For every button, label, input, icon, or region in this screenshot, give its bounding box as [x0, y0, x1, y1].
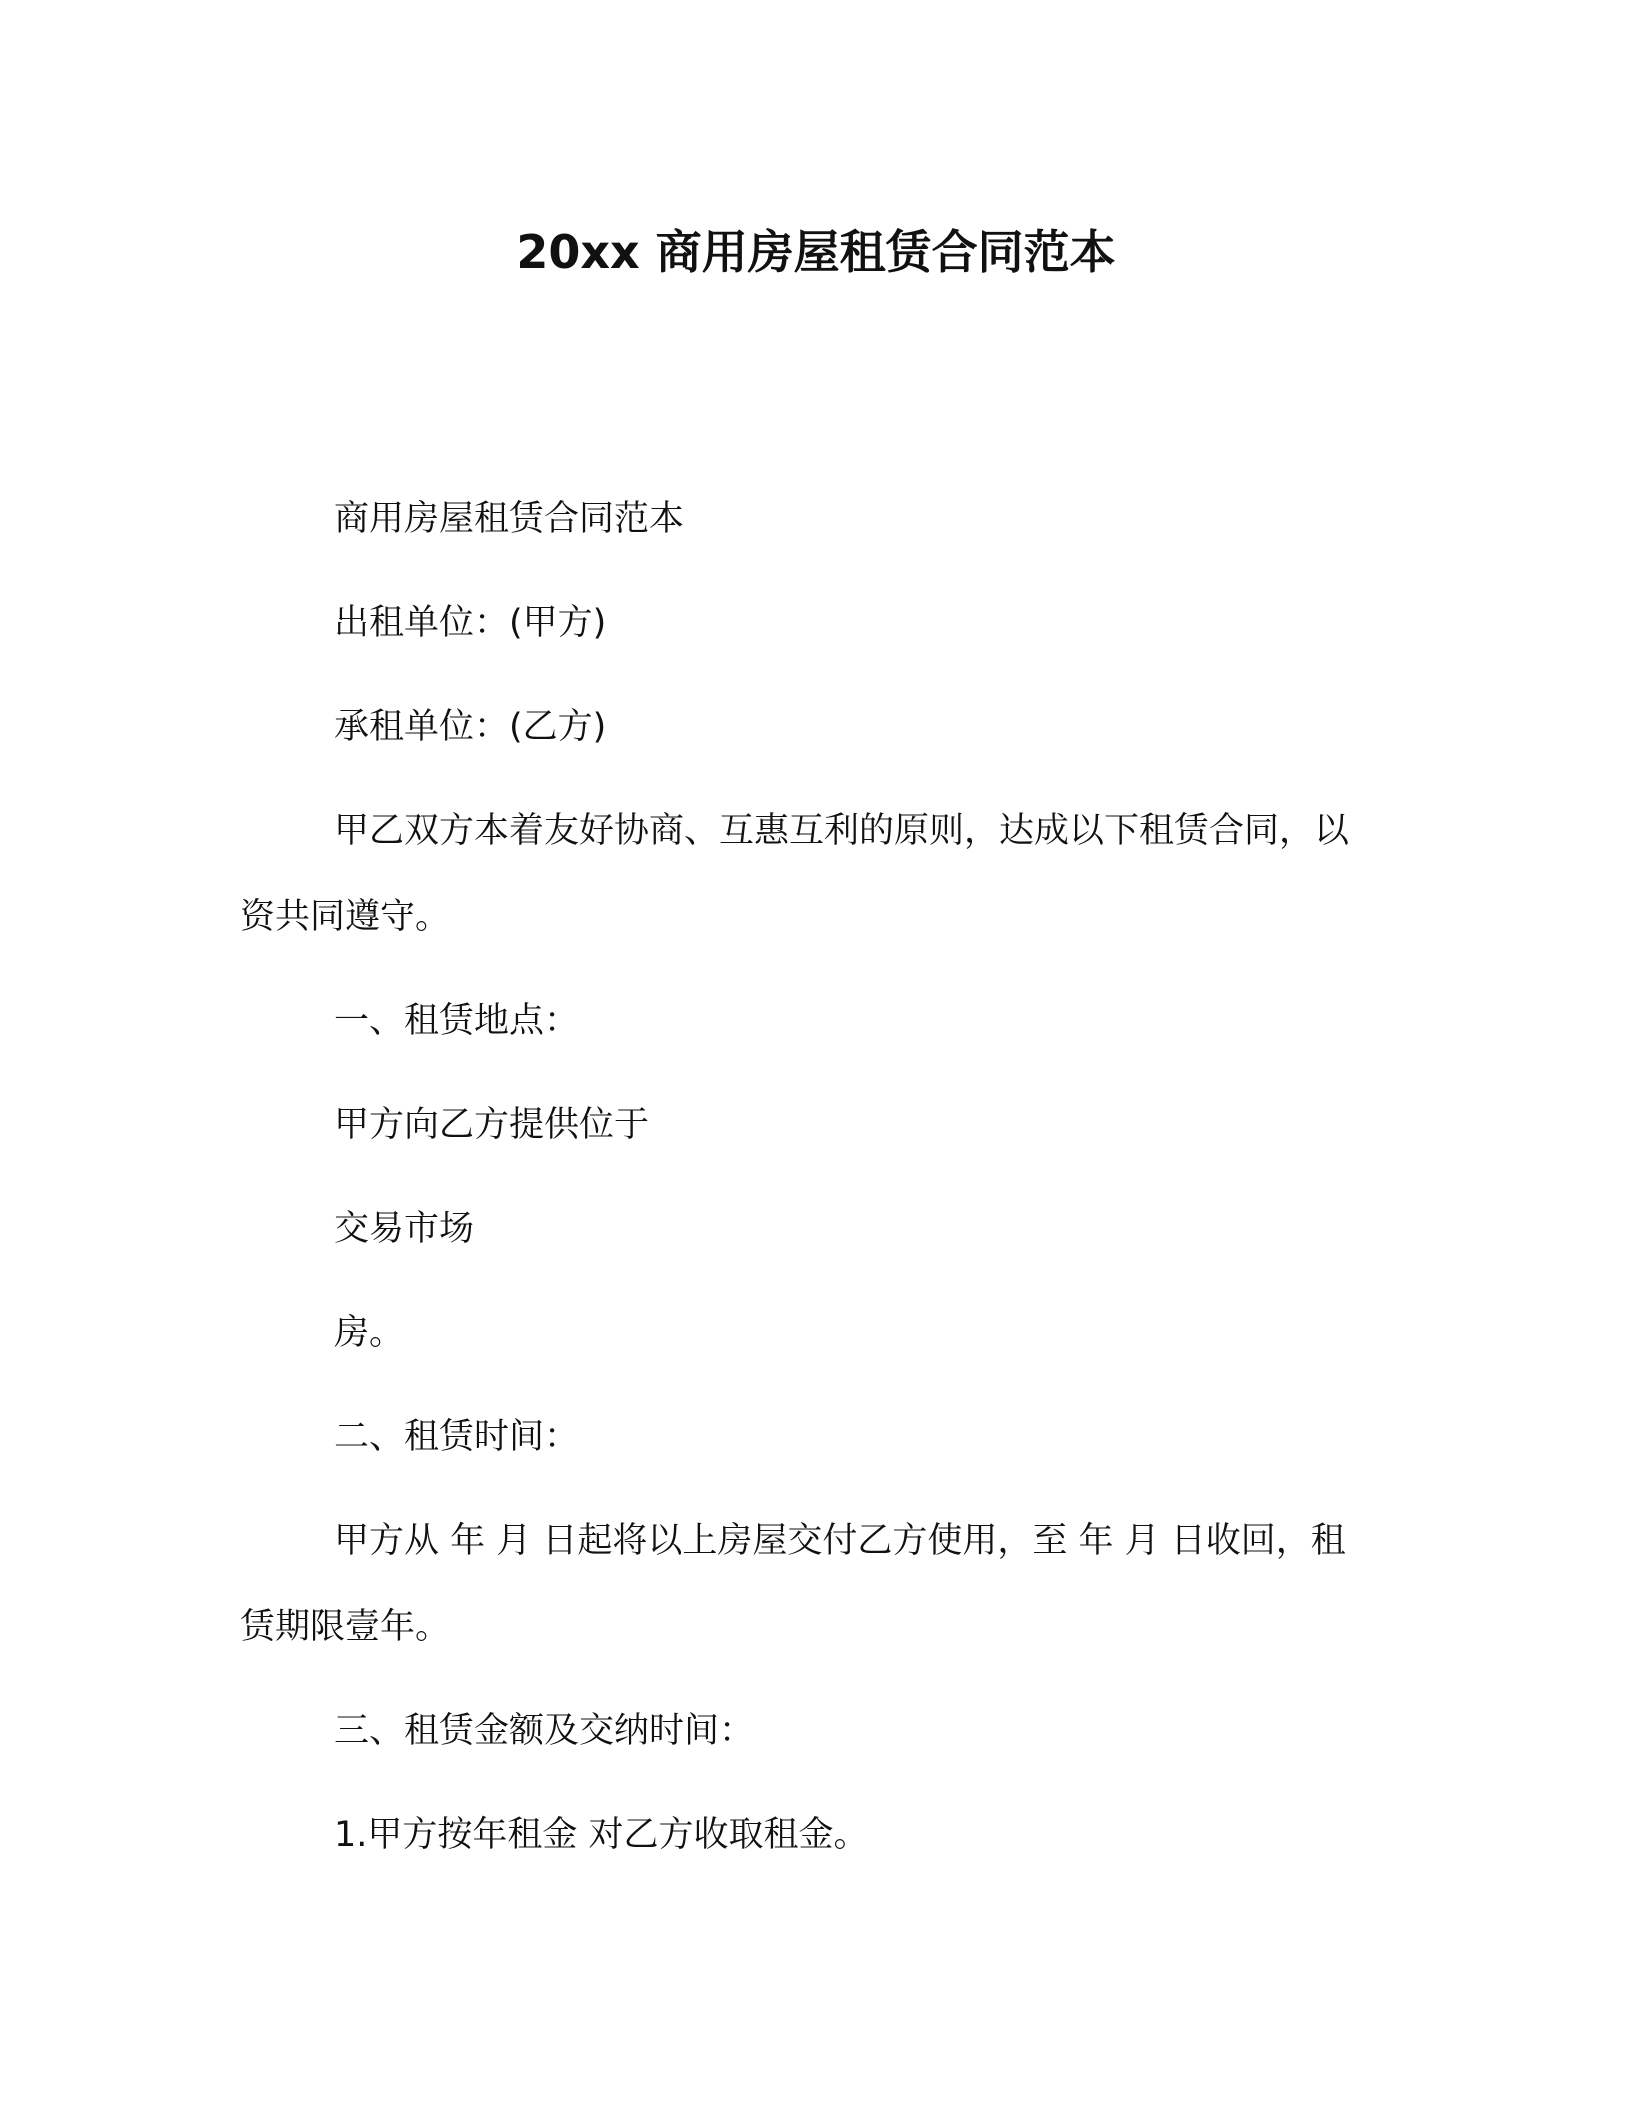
paragraph-rent-1: 1.甲方按年租金 对乙方收取租金。 [334, 1815, 869, 1855]
paragraph-term: 甲方从 年 月 日起将以上房屋交付乙方使用，至 年 月 日收回，租赁期限壹年。 [240, 1521, 1346, 1647]
section-heading-location: 一、租赁地点： [334, 1001, 580, 1041]
paragraph-location-1: 甲方向乙方提供位于 [334, 1105, 650, 1145]
section-heading-rent: 三、租赁金额及交纳时间： [334, 1711, 755, 1751]
paragraph-location-3: 房。 [334, 1313, 405, 1353]
document-body [240, 494, 1370, 1914]
paragraph-preamble: 甲乙双方本着友好协商、互惠互利的原则，达成以下租赁合同，以资共同遵守。 [240, 811, 1350, 937]
paragraph-contract-name: 商用房屋租赁合同范本 [334, 499, 685, 539]
section-heading-term: 二、租赁时间： [334, 1417, 580, 1457]
paragraph-lessor: 出租单位：(甲方) [334, 603, 607, 643]
paragraph-location-2: 交易市场 [334, 1209, 475, 1249]
paragraph-lessee: 承租单位：(乙方) [334, 707, 607, 747]
document-title: 20xx 商用房屋租赁合同范本 [516, 225, 1116, 279]
